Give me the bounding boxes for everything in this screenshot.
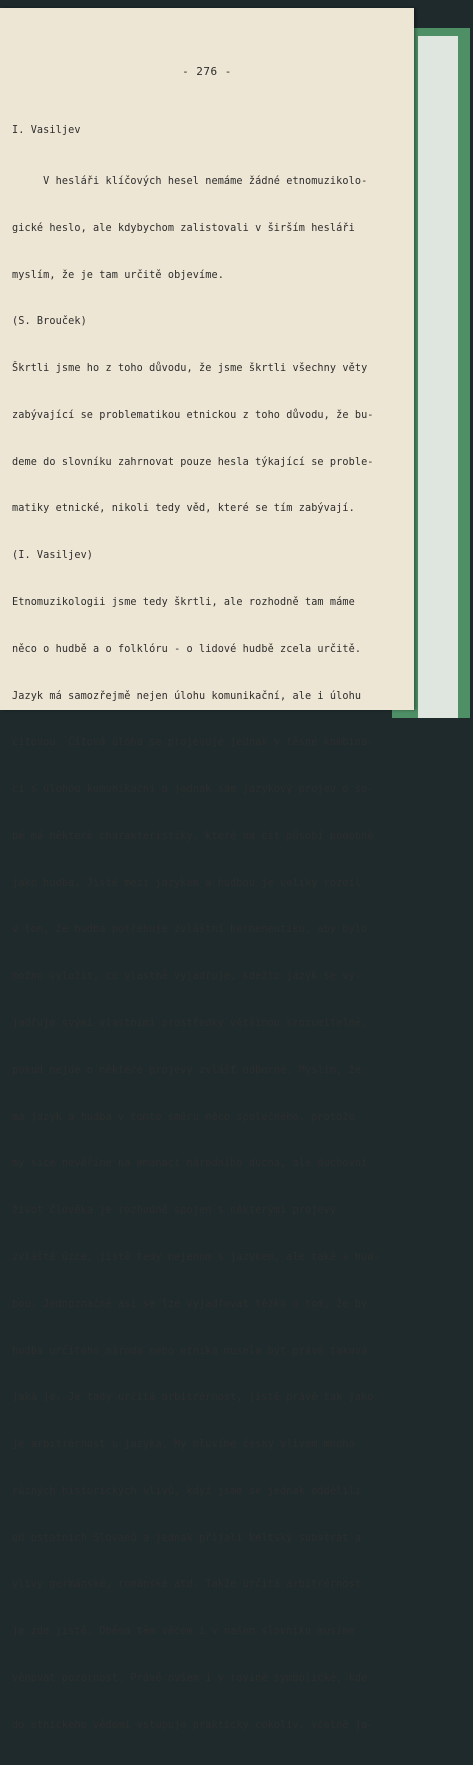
text-line: deme do slovníku zahrnovat pouze hesla týkající se proble- [12, 456, 374, 468]
text-line: bou. Jednoznačně asi se lze vyjadřovat těžko o tom, že by [12, 1298, 368, 1310]
text-line: bě má některé charakteristiky, které na cit působí podobně [12, 830, 374, 842]
text-line: je arbitrérnost u jazyka. My mluvíme česky vlivem mnoha [12, 1439, 355, 1451]
text-line: jadřuje svými vlastními prostředky většinou srozumitelně, [12, 1018, 368, 1030]
text-line: věnovat pozornost. Právě ovšem i v rovině symbolické, kde [12, 1672, 368, 1684]
text-line: v tom, že hudba potřebuje zvláštní hermeneutiku, aby bylo [12, 924, 368, 936]
text-line: do etnického vědomí vstupuje prakticky cokoliv, včetně ja- [12, 1719, 374, 1731]
text-line: různých historických vlivů, když jsme se jednak oddělili [12, 1485, 362, 1497]
text-line: zvláště úzce, jistě tedy nejenom s jazykem, ale také s hud- [12, 1251, 380, 1263]
text-line: gické heslo, ale kdybychom zalistovali v širším hesláři [12, 222, 355, 234]
text-line: život člověka je rozhodně spojen s některými projevy [12, 1205, 337, 1217]
text-line: (I. Vasiljev) [12, 550, 94, 562]
text-line: Jazyk má samozřejmě nejen úlohu komunikační, ale i úlohu [12, 690, 362, 702]
text-line: jaká je. Je tady určitá arbitrérnost, jistě právě tak jako [12, 1392, 374, 1404]
text-line: je zde jistě. Oběma těm věcem i v našem slovníku musíme [12, 1626, 355, 1638]
text-line: zabývající se problematikou etnickou z toho důvodu, že bu- [12, 409, 374, 421]
text-line: my sice nevěříme na emanaci národního ducha, ale duchovní [12, 1158, 368, 1170]
text-line: V hesláři klíčových hesel nemáme žádné etnomuzikolo- [12, 175, 368, 187]
text-line: něco o hudbě a o folklóru - o lidové hudbě zcela určitě. [12, 643, 362, 655]
text-line: možno vyložit, co vlastně vyjadřuje, kdežto jazyk se vy- [12, 971, 362, 983]
text-line: matiky etnické, nikoli tedy věd, které se tím zabývají. [12, 503, 355, 515]
text-line: ci s úlohou komunikační a jednak sám jazykový projev o so- [12, 784, 374, 796]
page-text [12, 92, 404, 1765]
text-line: hudba určitého národa nebo etnika musela být právě taková [12, 1345, 368, 1357]
text-line: od ostatních Slovanů a jednak přijali keltský substrát a [12, 1532, 362, 1544]
text-line: jako hudba. Jistě mezi jazykem a hudbou je veliký rozdíl [12, 877, 362, 889]
text-line: vlivy germánské, románské atd. Takže určitá arbitrérnost [12, 1579, 362, 1591]
text-line: Etnomuzikologii jsme tedy škrtli, ale rozhodně tam máme [12, 597, 355, 608]
text-line: (S. Brouček) [12, 316, 87, 328]
text-line: Škrtli jsme ho z toho důvodu, že jsme škrtli všechny věty [12, 363, 368, 375]
text-line: má jazyk a hudba v tomto směru něco společného, protože [12, 1111, 355, 1123]
text-line: citovou. Citová úloha se projevuje jednak v těsné kombina- [12, 737, 374, 749]
text-line: myslím, že je tam určitě objevíme. [12, 269, 224, 281]
text-line: pokud nejde o některé projevy zvlášť odborné. Myslím, že [12, 1064, 362, 1076]
page-number: - 276 - [182, 65, 232, 78]
speaker-heading: I. Vasiljev [12, 125, 81, 137]
document-page [0, 8, 414, 1731]
